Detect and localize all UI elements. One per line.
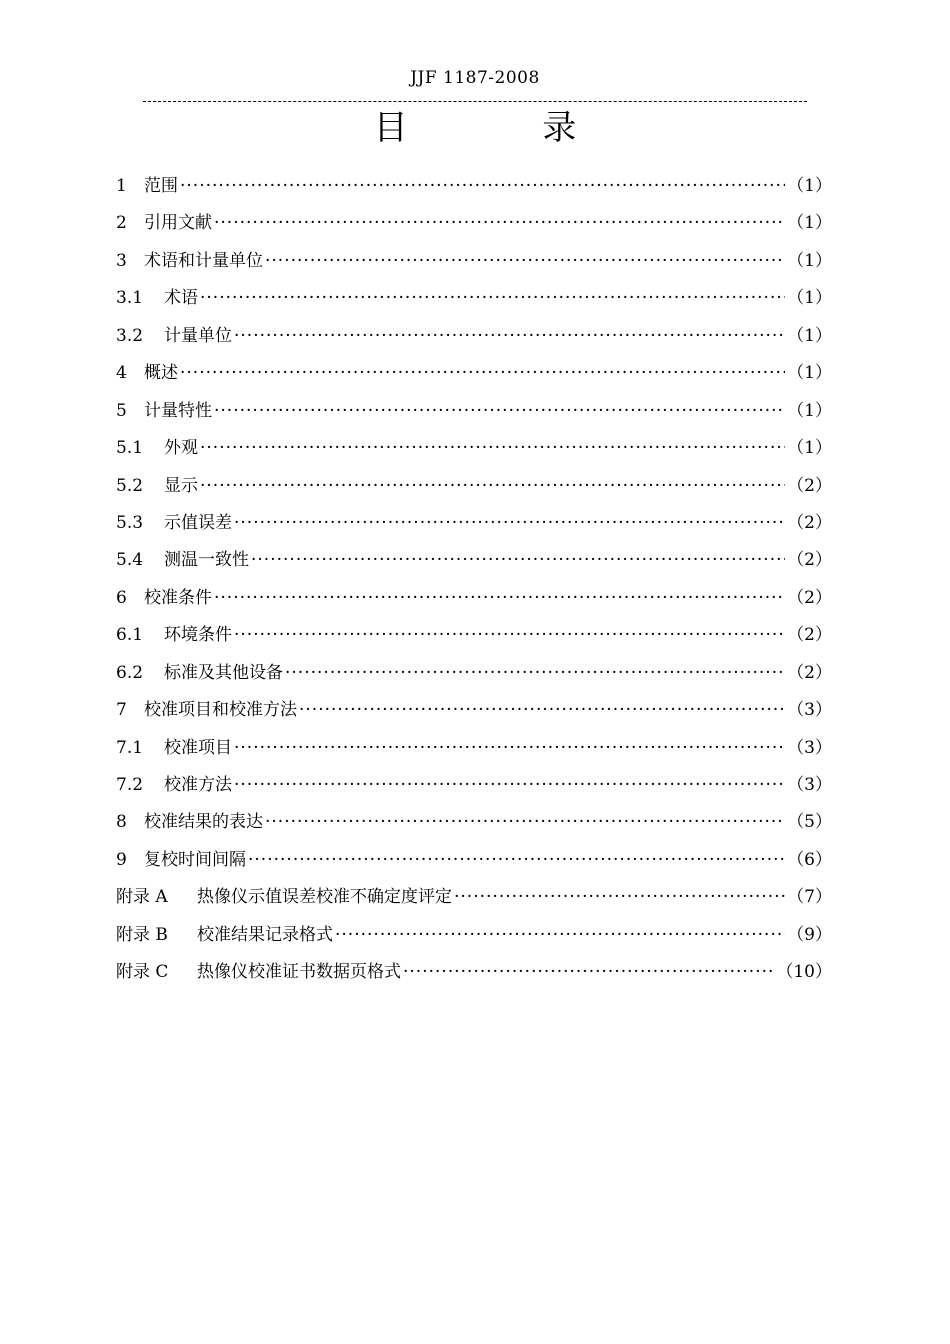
toc-entry-number: 7.1 (116, 737, 144, 758)
toc-entry-page: （5） (787, 812, 832, 833)
toc-entry-title: 校准结果的表达 (144, 812, 263, 833)
toc-entry-number: 1 (116, 176, 127, 196)
toc-entry-page: （1） (787, 438, 832, 459)
toc-entry-page: （1） (787, 213, 832, 234)
toc-entry-number: 5 (116, 400, 127, 421)
toc-entry-title: 复校时间间隔 (144, 849, 246, 870)
toc-entry[interactable] (116, 205, 832, 242)
toc-entry[interactable] (116, 879, 832, 916)
toc-entry-title: 术语 (164, 288, 198, 309)
toc-entry-title: 范围 (144, 176, 178, 196)
toc-entry-title: 标准及其他设备 (164, 662, 283, 683)
header-divider (143, 101, 807, 102)
toc-entry-page: （1） (787, 176, 832, 196)
toc-entry-page: （1） (787, 250, 832, 271)
toc-dot-leader (251, 542, 785, 579)
toc-dot-leader (214, 580, 785, 617)
toc-dot-leader (180, 168, 785, 205)
toc-entry-number: 3.1 (116, 288, 144, 309)
toc-entry[interactable] (116, 917, 832, 954)
toc-dot-leader (234, 318, 785, 355)
toc-dot-leader (214, 205, 785, 242)
page-title: 目 录 (373, 108, 639, 148)
toc-entry[interactable] (116, 280, 832, 317)
toc-dot-leader (234, 730, 785, 767)
toc-entry-number: 4 (116, 363, 127, 384)
toc-entry-number: 附录 C (116, 962, 169, 983)
toc-entry-title: 校准条件 (144, 587, 212, 608)
toc-entry-page: （2） (787, 512, 832, 533)
toc-entry-number: 8 (116, 812, 127, 833)
toc-entry-title: 校准项目和校准方法 (144, 700, 297, 721)
toc-dot-leader (200, 430, 785, 467)
toc-entry-number: 6.2 (116, 662, 144, 683)
toc-entry-number: 3 (116, 250, 127, 271)
toc-entry-page: （9） (787, 924, 832, 945)
toc-entry-page: （2） (787, 475, 832, 496)
toc-entry[interactable] (116, 767, 832, 804)
toc-entry-page: （3） (787, 775, 832, 795)
toc-dot-leader (200, 468, 785, 505)
toc-entry[interactable] (116, 318, 832, 355)
toc-entry-title: 校准方法 (164, 775, 232, 795)
toc-entry-number: 5.1 (116, 438, 144, 459)
toc-entry-page: （3） (787, 737, 832, 758)
toc-dot-leader (265, 243, 785, 280)
toc-entry-title: 计量特性 (144, 400, 212, 421)
toc-entry[interactable] (116, 617, 832, 654)
toc-entry-number: 5.2 (116, 475, 144, 496)
toc-entry-title: 环境条件 (164, 625, 232, 646)
toc-dot-leader (200, 280, 785, 317)
toc-entry-page: （7） (787, 887, 832, 908)
toc-entry-title: 热像仪校准证书数据页格式 (197, 962, 401, 983)
toc-entry-page: （2） (787, 625, 832, 646)
toc-dot-leader (234, 617, 785, 654)
toc-entry[interactable] (116, 168, 832, 205)
toc-entry-title: 热像仪示值误差校准不确定度评定 (197, 887, 452, 908)
toc-entry[interactable] (116, 580, 832, 617)
document-code: JJF 1187-2008 (410, 68, 540, 88)
toc-entry[interactable] (116, 505, 832, 542)
toc-entry-title: 测温一致性 (164, 550, 249, 571)
toc-entry[interactable] (116, 542, 832, 579)
toc-entry-number: 2 (116, 213, 127, 234)
toc-dot-leader (265, 804, 785, 841)
toc-entry[interactable] (116, 692, 832, 729)
toc-entry-number: 附录 B (116, 924, 168, 945)
toc-entry-title: 示值误差 (164, 512, 232, 533)
toc-entry-page: （1） (787, 325, 832, 346)
toc-entry-title: 概述 (144, 363, 178, 384)
toc-entry-page: （2） (787, 662, 832, 683)
toc-entry[interactable] (116, 243, 832, 280)
toc-entry-title: 计量单位 (164, 325, 232, 346)
toc-entry-number: 7 (116, 700, 127, 721)
toc-entry-number: 9 (116, 849, 127, 870)
table-of-contents (116, 168, 832, 992)
toc-entry-page: （6） (787, 849, 832, 870)
toc-entry[interactable] (116, 355, 832, 392)
toc-dot-leader (285, 655, 785, 692)
toc-entry[interactable] (116, 730, 832, 767)
toc-dot-leader (234, 767, 785, 804)
toc-entry-page: （10） (776, 962, 832, 983)
toc-dot-leader (214, 393, 785, 430)
toc-entry-title: 校准项目 (164, 737, 232, 758)
toc-dot-leader (335, 917, 785, 954)
toc-entry-number: 5.4 (116, 550, 144, 571)
toc-dot-leader (248, 842, 785, 879)
toc-entry[interactable] (116, 804, 832, 841)
toc-entry-number: 6 (116, 587, 127, 608)
toc-dot-leader (234, 505, 785, 542)
toc-entry[interactable] (116, 393, 832, 430)
toc-entry-page: （2） (787, 587, 832, 608)
toc-entry-number: 7.2 (116, 775, 144, 795)
toc-entry-number: 6.1 (116, 625, 144, 646)
toc-entry-title: 外观 (164, 438, 198, 459)
toc-dot-leader (403, 954, 774, 991)
toc-entry-page: （3） (787, 700, 832, 721)
toc-entry[interactable] (116, 954, 832, 991)
toc-entry[interactable] (116, 655, 832, 692)
toc-entry-title: 校准结果记录格式 (197, 924, 333, 945)
toc-entry-title: 引用文献 (144, 213, 212, 234)
toc-entry-title: 显示 (164, 475, 198, 496)
toc-dot-leader (454, 879, 785, 916)
toc-entry-page: （1） (787, 363, 832, 384)
toc-entry[interactable] (116, 842, 832, 879)
toc-entry-page: （2） (787, 550, 832, 571)
toc-entry[interactable] (116, 468, 832, 505)
toc-dot-leader (180, 355, 785, 392)
toc-entry-page: （1） (787, 288, 832, 309)
toc-entry-number: 附录 A (116, 887, 168, 908)
toc-entry-number: 3.2 (116, 325, 144, 346)
toc-dot-leader (299, 692, 785, 729)
toc-entry-title: 术语和计量单位 (144, 250, 263, 271)
toc-entry-page: （1） (787, 400, 832, 421)
toc-entry-number: 5.3 (116, 512, 144, 533)
toc-entry[interactable] (116, 430, 832, 467)
